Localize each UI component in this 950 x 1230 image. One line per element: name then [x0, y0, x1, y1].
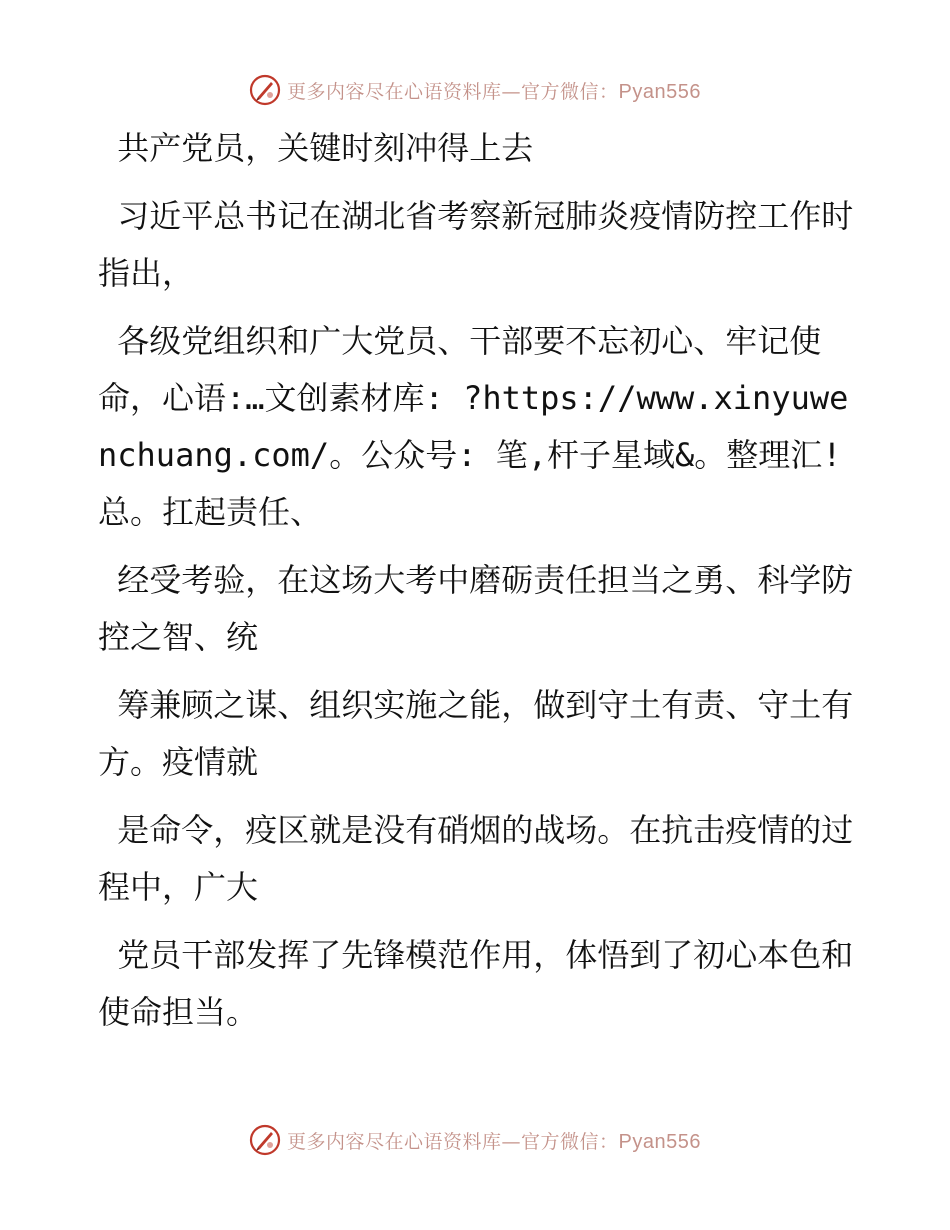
paragraph-4: 经受考验，在这场大考中磨砺责任担当之勇、科学防控之智、统	[98, 561, 854, 656]
header-wechat-handle: Pyan556	[618, 80, 701, 103]
paragraph-7: 党员干部发挥了先锋模范作用，体悟到了初心本色和使命担当。	[98, 936, 854, 1031]
header-banner-content	[249, 74, 701, 106]
paragraph-3: 各级党组织和广大党员、干部要不忘初心、牢记使命，心语:…文创素材库: ?https://www.xinyuwenchuang.com/。公众号: 笔,杆子星域&。整理汇! 总。扛起责任、	[98, 322, 861, 531]
quill-logo-icon	[249, 1124, 281, 1156]
footer-banner-content	[249, 1124, 701, 1156]
paragraph-1: 共产党员，关键时刻冲得上去	[98, 129, 534, 167]
footer-wechat-handle: Pyan556	[618, 1130, 701, 1153]
header-banner-label: 更多内容尽在心语资料库—官方微信：	[287, 80, 619, 103]
header-banner-text	[287, 77, 701, 104]
paragraph-2: 习近平总书记在湖北省考察新冠肺炎疫情防控工作时指出，	[98, 197, 854, 292]
footer-banner-text	[287, 1127, 701, 1154]
footer-banner	[0, 1120, 950, 1160]
paragraph-5: 筹兼顾之谋、组织实施之能，做到守土有责、守土有方。疫情就	[98, 686, 854, 781]
header-banner	[0, 70, 950, 110]
footer-banner-label: 更多内容尽在心语资料库—官方微信：	[287, 1130, 619, 1153]
document-body	[98, 120, 861, 1052]
quill-logo-icon	[249, 74, 281, 106]
paragraph-6: 是命令，疫区就是没有硝烟的战场。在抗击疫情的过程中，广大	[98, 811, 854, 906]
